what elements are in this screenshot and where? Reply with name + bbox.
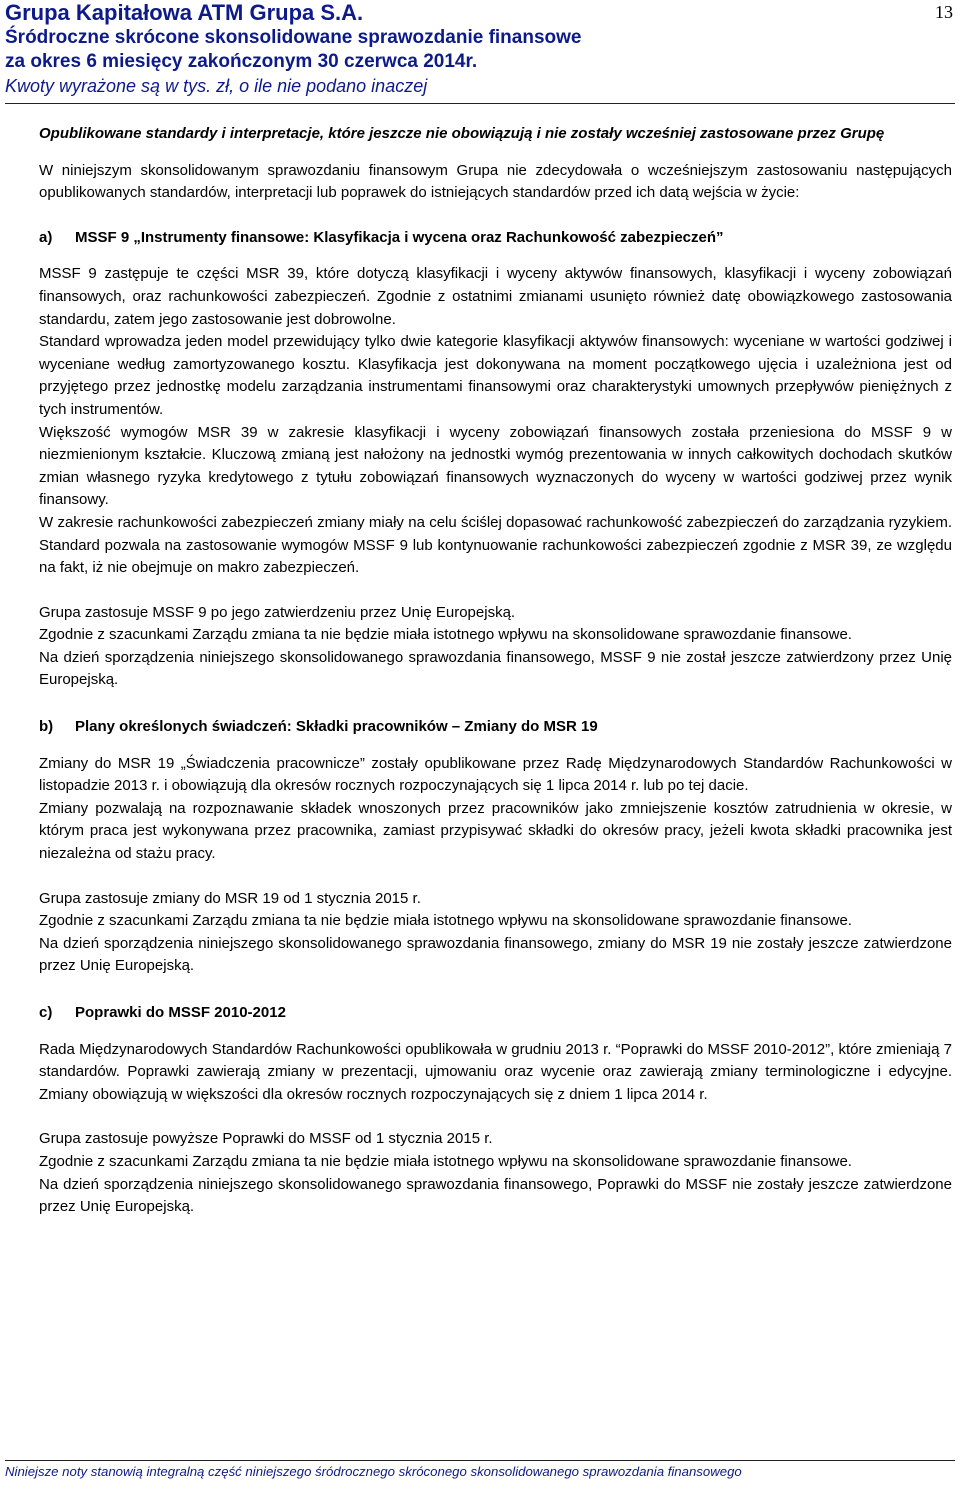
section-c-paragraph: Na dzień sporządzenia niniejszego skonsolidowanego sprawozdania finansowego, Poprawki do MSSF nie zostały jeszcze zatwierdzone przez Unię Europejską. [39, 1175, 952, 1216]
section-b-label: b) [39, 718, 54, 736]
section-c-title: Poprawki do MSSF 2010-2012 [75, 1004, 286, 1021]
page-number: 13 [935, 2, 953, 22]
footer-divider [5, 1460, 955, 1461]
intro-heading: Opublikowane standardy i interpretacje, które jeszcze nie obowiązują i nie zostały wcześniej zastosowane przez Grupę [39, 125, 885, 142]
section-b-paragraph: Na dzień sporządzenia niniejszego skonsolidowanego sprawozdania finansowego, zmiany do MSR 19 nie zostały jeszcze zatwierdzone przez Unię Europejską. [39, 934, 952, 975]
section-a-label: a) [39, 228, 53, 246]
intro-paragraph: W niniejszym skonsolidowanym sprawozdaniu finansowym Grupa nie zdecydowała o wcześniejszym zastosowaniu następujących opublikowanych standardów, interpretacji lub poprawek do istniejących standardów przed ich datą wejścia w życie: [39, 161, 952, 202]
section-c-paragraph: Zgodnie z szacunkami Zarządu zmiana ta nie będzie miała istotnego wpływu na skonsolidowane sprawozdanie finansowe. [39, 1152, 852, 1170]
section-c-label: c) [39, 1004, 53, 1021]
section-a-paragraph: Grupa zastosuje MSSF 9 po jego zatwierdzeniu przez Unię Europejską. [39, 603, 516, 621]
report-period: za okres 6 miesięcy zakończonym 30 czerwca 2014r. [5, 51, 478, 72]
section-a-paragraph: MSSF 9 zastępuje te części MSR 39, które dotyczą klasyfikacji i wyceny aktywów finansowych, klasyfikacji i wyceny zobowiązań finansowych, oraz rachunkowości zabezpieczeń. Zgodnie z ostatnimi zmianami usunięto również datę obowiązkowego zastosowania standardu, zatem jego zastosowanie jest dobrowolne. [39, 265, 952, 328]
section-b-title: Plany określonych świadczeń: Składki pracowników – Zmiany do MSR 19 [75, 718, 598, 736]
header-divider [5, 103, 955, 104]
section-c-heading [39, 1002, 952, 1025]
section-c-paragraph: Grupa zastosuje powyższe Poprawki do MSSF od 1 stycznia 2015 r. [39, 1130, 493, 1148]
section-a-title: MSSF 9 „Instrumenty finansowe: Klasyfikacja i wycena oraz Rachunkowość zabezpieczeń” [75, 228, 724, 246]
section-a-paragraph: Na dzień sporządzenia niniejszego skonsolidowanego sprawozdania finansowego, MSSF 9 nie został jeszcze zatwierdzony przez Unię Europejską. [39, 648, 952, 689]
section-c-paragraph: Rada Międzynarodowych Standardów Rachunkowości opublikowała w grudniu 2013 r. “Poprawki do MSSF 2010-2012”, które zmieniają 7 standardów. Poprawki zawierają zmiany w prezentacji, ujmowaniu oraz wycenie oraz zawierają zmiany terminologiczne i edycyjne. Zmiany obowiązują w większości dla okresów rocznych rozpoczynających się z dniem 1 lipca 2014 r. [39, 1040, 952, 1103]
section-b-paragraph: Zmiany pozwalają na rozpoznawanie składek wnoszonych przez pracowników jako zmniejszenie kosztów zatrudnienia w okresie, w którym praca jest wykonywana przez pracownika, zamiast przypisywać składki do okresów pracy, jeżeli kwota składki pracownika jest niezależna od stażu pracy. [39, 799, 952, 863]
company-name: Grupa Kapitałowa ATM Grupa S.A. [5, 0, 364, 25]
section-b-paragraph: Zgodnie z szacunkami Zarządu zmiana ta nie będzie miała istotnego wpływu na skonsolidowane sprawozdanie finansowe. [39, 912, 852, 930]
section-b-heading [39, 716, 952, 739]
section-a-paragraph: Większość wymogów MSR 39 w zakresie klasyfikacji i wyceny zobowiązań finansowych została przeniesiona do MSSF 9 w niezmienionym kształcie. Kluczową zmianą jest nałożony na jednostki wymóg prezentowania w innych całkowitych dochodach skutków zmian własnego ryzyka kredytowego z tytułu zobowiązań finansowych wyznaczonych do wyceny w wartości godziwej przez wynik finansowy. [39, 423, 952, 509]
section-a-paragraph: W zakresie rachunkowości zabezpieczeń zmiany miały na celu ściślej dopasować rachunkowość zabezpieczeń do zarządzania ryzykiem. Standard pozwala na zastosowanie wymogów MSSF 9 lub kontynuowanie rachunkowości zabezpieczeń zgodnie z MSR 39, ze względu na fakt, iż nie obejmuje on makro zabezpieczeń. [39, 513, 952, 577]
section-a-paragraph: Standard wprowadza jeden model przewidujący tylko dwie kategorie klasyfikacji aktywów finansowych: wyceniane w wartości godziwej i wyceniane według zamortyzowanego kosztu. Klasyfikacja jest dokonywana na moment początkowego ujęcia i uzależniona jest od przyjętego przez jednostkę modelu zarządzania instrumentami finansowymi oraz charakterystyki umownych przepływów pieniężnych z tych instrumentów. [39, 333, 952, 418]
report-title: Śródroczne skrócone skonsolidowane sprawozdanie finansowe [5, 27, 582, 48]
section-a-paragraph: Zgodnie z szacunkami Zarządu zmiana ta nie będzie miała istotnego wpływu na skonsolidowane sprawozdanie finansowe. [39, 626, 852, 644]
section-b-paragraph: Grupa zastosuje zmiany do MSR 19 od 1 stycznia 2015 r. [39, 889, 421, 907]
document-body [39, 123, 952, 1219]
page-footer: Niniejsze noty stanowią integralną część niniejszego śródrocznego skróconego skonsolidowanego sprawozdania finansowego [5, 1464, 742, 1479]
section-a-heading [39, 227, 952, 250]
units-note: Kwoty wyrażone są w tys. zł, o ile nie podano inaczej [5, 76, 428, 96]
page-header [5, 0, 955, 102]
section-b-paragraph: Zmiany do MSR 19 „Świadczenia pracownicze” zostały opublikowane przez Radę Międzynarodowych Standardów Rachunkowości w listopadzie 2013 r. i obowiązują dla okresów rocznych rozpoczynających się 1 lipca 2014 r. lub po tej dacie. [39, 754, 952, 795]
